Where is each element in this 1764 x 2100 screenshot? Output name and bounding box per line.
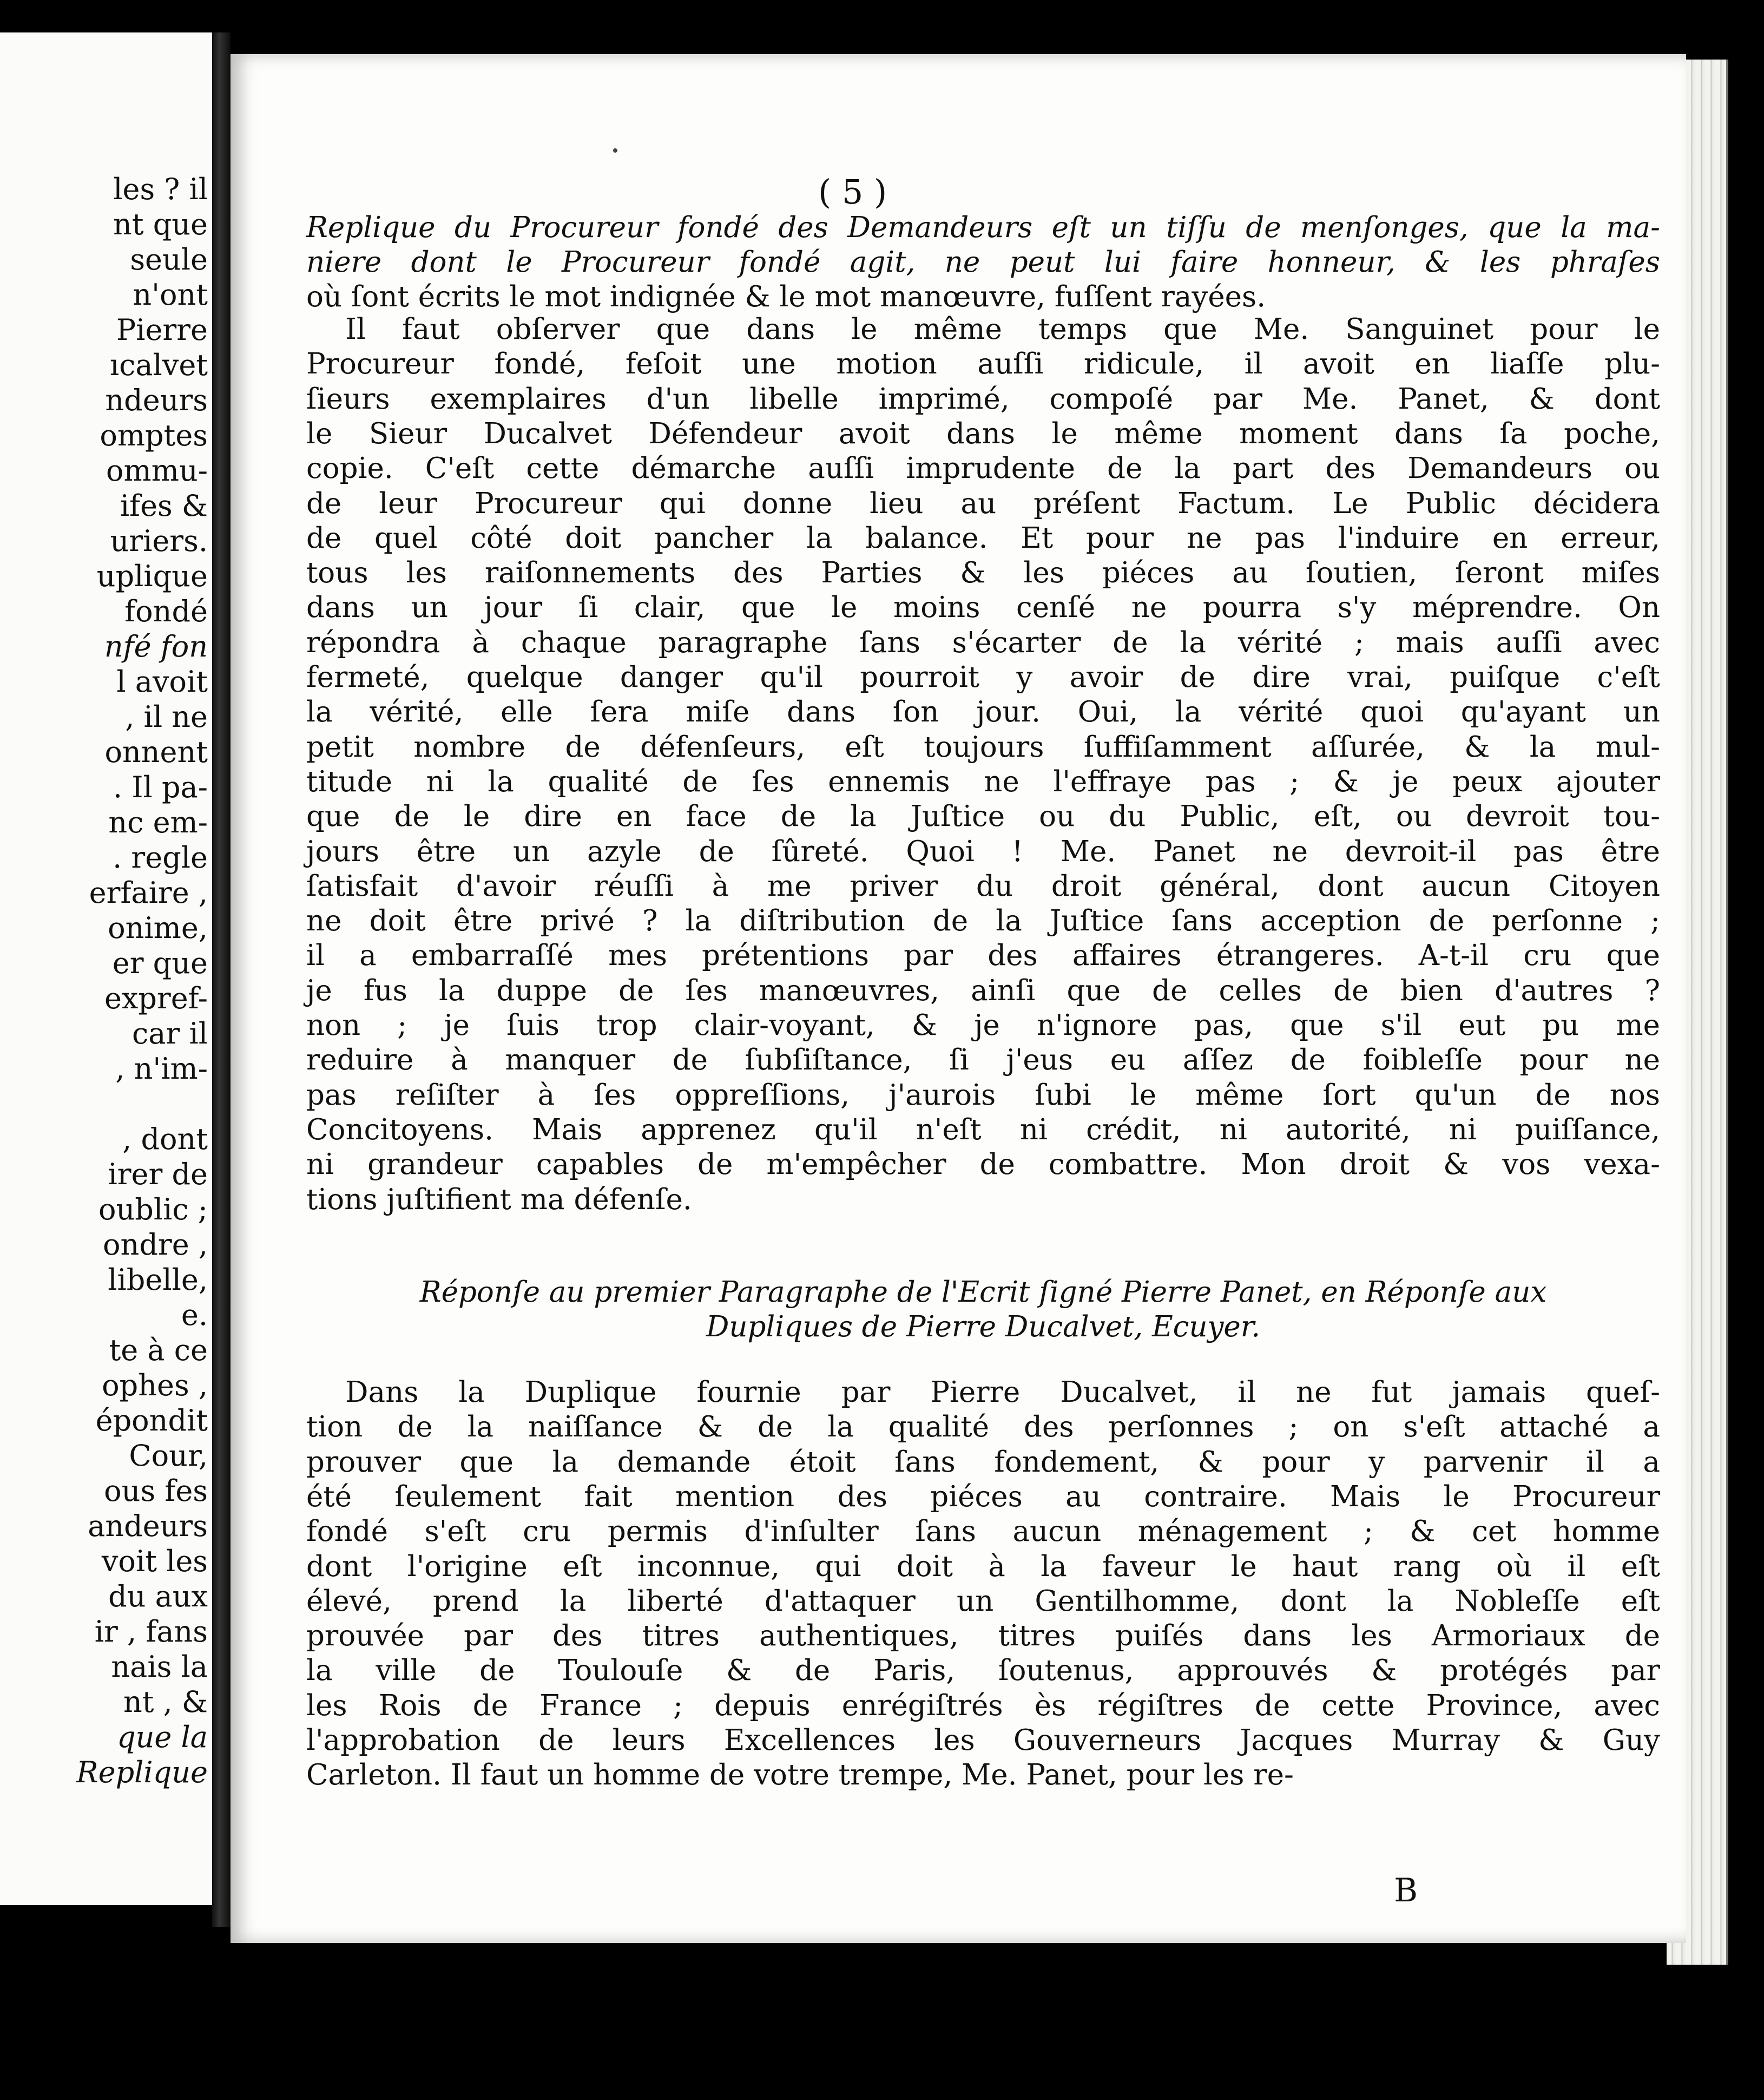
left-page-fragment: libelle, [108, 1263, 208, 1297]
body-line: tous les raiſonnements des Parties & les piéces au ſoutien, ſeront miſes [306, 556, 1660, 590]
body-line: titude ni la qualité de ſes ennemis ne l'effraye pas ; & je peux ajouter [306, 765, 1660, 798]
body-line: ni grandeur capables de m'empêcher de combattre. Mon droit & vos vexa- [306, 1148, 1660, 1182]
left-page-fragment: ndeurs [105, 383, 208, 417]
left-page-fragment: te à ce [109, 1333, 208, 1367]
body-line: le Sieur Ducalvet Défendeur avoit dans le même moment dans ſa poche, [306, 417, 1660, 450]
body-line: petit nombre de défenſeurs, eſt toujours ſuffiſamment aſſurée, & la mul- [306, 730, 1660, 764]
left-page-fragment: andeurs [88, 1509, 208, 1543]
body-line: niere dont le Procureur fondé agit, ne peut lui faire honneur, & les phraſes [306, 246, 1660, 279]
left-page-fragment: que la [117, 1720, 208, 1754]
body-line: Procureur fondé, feſoit une motion auſſi ridicule, il avoit en liaſſe plu- [306, 347, 1660, 381]
body-line: Carleton. Il faut un homme de votre trempe, Me. Panet, pour les re- [306, 1758, 1294, 1792]
body-line: Il faut obſerver que dans le même temps que Me. Sanguinet pour le [345, 313, 1660, 346]
body-line: la vérité, elle ſera miſe dans ſon jour. Oui, la vérité quoi qu'ayant un [306, 695, 1660, 729]
page-number: ( 5 ) [818, 172, 887, 212]
left-page-fragment: l avoit [116, 665, 208, 699]
body-line: les Rois de France ; depuis enrégiſtrés ès régiſtres de cette Province, avec [306, 1689, 1660, 1722]
left-page-fragment: les ? il [113, 172, 208, 206]
left-page-fragment: . regle [113, 841, 208, 875]
body-line: été ſeulement fait mention des piéces au contraire. Mais le Procureur [306, 1480, 1660, 1513]
body-line: où ſont écrits le mot indignée & le mot manœuvre, fuſſent rayées. [306, 280, 1266, 313]
left-page-fragment: erfaire , [89, 876, 208, 910]
body-line: fermeté, quelque danger qu'il pourroit y avoir de dire vrai, puiſque c'eſt [306, 661, 1660, 694]
left-page-fragment: ommu- [106, 454, 208, 488]
left-page-fragment: voit les [101, 1544, 208, 1578]
left-page-fragment: uriers. [110, 524, 208, 558]
body-line: que de le dire en face de la Juſtice ou du Public, eſt, ou devroit tou- [306, 800, 1660, 834]
body-line: Dans la Duplique fournie par Pierre Ducalvet, il ne fut jamais queſ- [345, 1376, 1660, 1409]
left-page-fragment: nais la [111, 1650, 208, 1684]
left-page-fragment: Replique [76, 1755, 208, 1789]
left-page-fragment: fondé [124, 594, 208, 628]
body-line: de quel côté doit pancher la balance. Et pour ne pas l'induire en erreur, [306, 521, 1660, 555]
body-line: Replique du Procureur fondé des Demandeurs eſt un tiſſu de menſonges, que la ma- [306, 211, 1660, 244]
left-page-fragment: . Il pa- [113, 770, 208, 804]
left-page-fragment: Pierre [116, 313, 208, 347]
body-line: fondé s'eſt cru permis d'inſulter ſans aucun ménagement ; & cet homme [306, 1515, 1660, 1548]
body-line: la ville de Toulouſe & de Paris, ſoutenus, approuvés & protégés par [306, 1654, 1660, 1688]
body-line: il a embarraſſé mes prétentions par des affaires étrangeres. A-t-il cru que [306, 939, 1660, 973]
left-page-fragment: e. [181, 1298, 208, 1332]
left-page-fragment: nt que [113, 207, 208, 241]
body-line: jours être un azyle de ſûreté. Quoi ! Me. Panet ne devroit-il pas être [306, 835, 1660, 868]
body-line: tions juſtifient ma défenſe. [306, 1183, 692, 1216]
left-page-fragment: onnent [104, 735, 208, 769]
right-page [231, 54, 1686, 1943]
body-line: reduire à manquer de ſubſiſtance, ſi j'eus eu aſſez de foibleſſe pour ne [306, 1044, 1660, 1077]
left-page-fragment: du aux [108, 1579, 208, 1613]
body-line: prouver que la demande étoit ſans fondement, & pour y parvenir il a [306, 1445, 1660, 1479]
left-page-fragment: ir , fans [94, 1615, 208, 1649]
body-line: copie. C'eſt cette démarche auſſi imprudente de la part des Demandeurs ou [306, 452, 1660, 485]
section-heading: Dupliques de Pierre Ducalvet, Ecuyer. [706, 1310, 1261, 1343]
left-page-fragment: , il ne [125, 700, 208, 734]
left-page-fragment: ifes & [120, 489, 208, 523]
left-page-fragment: omptes [100, 418, 208, 452]
left-page-fragment: er que [112, 946, 208, 980]
body-line: répondra à chaque paragraphe ſans s'écarter de la vérité ; mais auſſi avec [306, 626, 1660, 659]
left-page-fragment: , dont [122, 1122, 208, 1156]
signature-mark: B [1394, 1872, 1418, 1909]
body-line: ſieurs exemplaires d'un libelle imprimé, compoſé par Me. Panet, & dont [306, 382, 1660, 416]
body-line: prouvée par des titres authentiques, titres puiſés dans les Armoriaux de [306, 1619, 1660, 1653]
left-page-fragment: uplique [96, 559, 208, 593]
left-page-fragment: oublic ; [98, 1192, 208, 1226]
body-line: élevé, prend la liberté d'attaquer un Gentilhomme, dont la Nobleſſe eſt [306, 1584, 1660, 1618]
body-line: de leur Procureur qui donne lieu au préſent Factum. Le Public décidera [306, 487, 1660, 520]
left-page-fragment: ondre , [103, 1228, 208, 1262]
left-page-fragment: ıcalvet [109, 348, 208, 382]
left-page-fragment: nt , & [123, 1685, 208, 1719]
left-page-fragment: épondit [95, 1403, 208, 1438]
left-page-fragment: onime, [108, 911, 208, 945]
body-line: ſatisfait d'avoir réuſſi à me priver du droit général, dont aucun Citoyen [306, 869, 1660, 903]
left-page-fragment: , n'im- [115, 1052, 208, 1086]
left-page-fragment: nfé fon [104, 629, 208, 664]
left-page-fragment: ophes , [102, 1368, 208, 1402]
left-page-fragment: irer de [108, 1157, 208, 1191]
left-page-fragment: expref- [104, 981, 208, 1015]
left-page-fragment: ous fes [104, 1474, 208, 1508]
ink-speck [613, 148, 617, 153]
left-page-fragment: n'ont [133, 278, 208, 312]
body-line: pas reſiſter à ſes oppreſſions, j'aurois ſubi le même ſort qu'un de nos [306, 1078, 1660, 1112]
left-page-fragment: seule [130, 242, 208, 277]
book-gutter [212, 32, 231, 1927]
left-page-fragment: car il [132, 1016, 208, 1051]
section-heading: Réponſe au premier Paragraphe de l'Ecrit ſigné Pierre Panet, en Réponſe aux [419, 1276, 1547, 1309]
left-page-fragment: nc em- [108, 805, 208, 839]
body-line: tion de la naiſſance & de la qualité des perſonnes ; on s'eſt attaché a [306, 1410, 1660, 1444]
body-line: dont l'origine eſt inconnue, qui doit à la faveur le haut rang où il eſt [306, 1550, 1660, 1583]
body-line: non ; je ſuis trop clair-voyant, & je n'ignore pas, que s'il eut pu me [306, 1009, 1660, 1042]
body-line: ne doit être privé ? la diſtribution de la Juſtice ſans acception de perſonne ; [306, 904, 1660, 938]
left-page-fragment: Cour, [129, 1439, 208, 1473]
left-page [0, 32, 215, 1905]
body-line: dans un jour ſi clair, que le moins cenſé ne pourra s'y méprendre. On [306, 591, 1660, 625]
body-line: je fus la duppe de ſes manœuvres, ainſi que de celles de bien d'autres ? [306, 974, 1660, 1007]
body-line: Concitoyens. Mais apprenez qu'il n'eſt ni crédit, ni autorité, ni puiſſance, [306, 1113, 1660, 1146]
body-line: l'approbation de leurs Excellences les Gouverneurs Jacques Murray & Guy [306, 1724, 1660, 1757]
